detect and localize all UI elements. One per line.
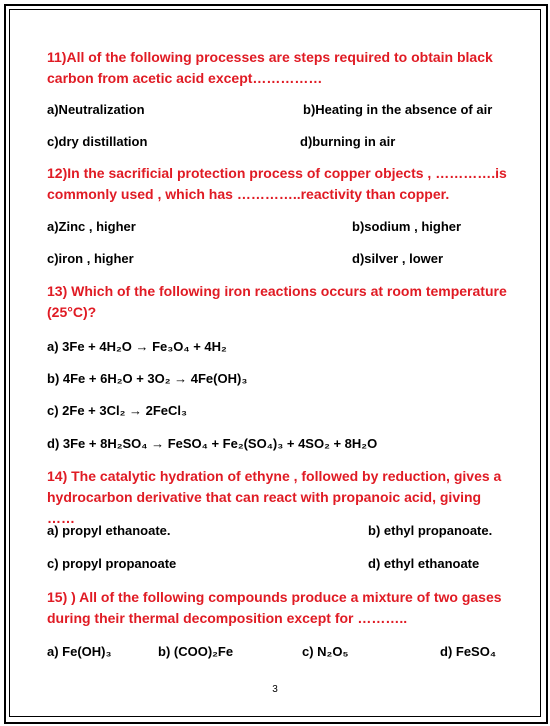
question-11-option-b[interactable]: b)Heating in the absence of air	[303, 102, 493, 117]
question-14-option-a[interactable]: a) propyl ethanoate.	[47, 523, 171, 538]
question-12-option-c[interactable]: c)iron , higher	[47, 251, 134, 266]
page-number: 3	[272, 684, 278, 695]
question-15-option-b[interactable]: b) (COO)₂Fe	[158, 644, 234, 659]
question-14-option-c[interactable]: c) propyl propanoate	[47, 556, 177, 571]
question-15-stem: 15) ) All of the following compounds produce a mixture of two gases during their thermal decomposition except for ………..	[47, 589, 502, 626]
question-15-option-c[interactable]: c) N₂O₅	[302, 644, 349, 659]
question-13-option-d[interactable]: d) 3Fe + 8H₂SO₄ → FeSO₄ + Fe₂(SO₄)₃ + 4SO₂ + 8H₂O	[47, 436, 378, 451]
question-13-stem: 13) Which of the following iron reactions occurs at room temperature (25°C)?	[47, 283, 507, 320]
question-12-option-b[interactable]: b)sodium , higher	[352, 219, 462, 234]
question-12-stem: 12)In the sacrificial protection process of copper objects , ………….is commonly used , which has …………..reactivity than copper.	[47, 165, 507, 202]
question-15-option-d[interactable]: d) FeSO₄	[440, 644, 497, 659]
question-14-option-b[interactable]: b) ethyl propanoate.	[368, 523, 493, 538]
question-11-stem: 11)All of the following processes are steps required to obtain black carbon from acetic acid except……………	[47, 49, 493, 86]
question-14-option-d[interactable]: d) ethyl ethanoate	[368, 556, 480, 571]
question-11-option-c[interactable]: c)dry distillation	[47, 134, 148, 149]
question-13-option-a[interactable]: a) 3Fe + 4H₂O → Fe₃O₄ + 4H₂	[47, 339, 227, 354]
question-14-stem: 14) The catalytic hydration of ethyne , followed by reduction, gives a hydrocarbon derivative that can react with propanoic acid, giving ……	[47, 468, 502, 526]
question-13-option-b[interactable]: b) 4Fe + 6H₂O + 3O₂ → 4Fe(OH)₃	[47, 371, 248, 386]
question-11-option-a[interactable]: a)Neutralization	[47, 102, 145, 117]
question-11-option-d[interactable]: d)burning in air	[300, 134, 396, 149]
question-12-option-d[interactable]: d)silver , lower	[352, 251, 444, 266]
question-13-option-c[interactable]: c) 2Fe + 3Cl₂ → 2FeCl₃	[47, 403, 188, 418]
question-15-option-a[interactable]: a) Fe(OH)₃	[47, 644, 112, 659]
question-12-option-a[interactable]: a)Zinc , higher	[47, 219, 136, 234]
